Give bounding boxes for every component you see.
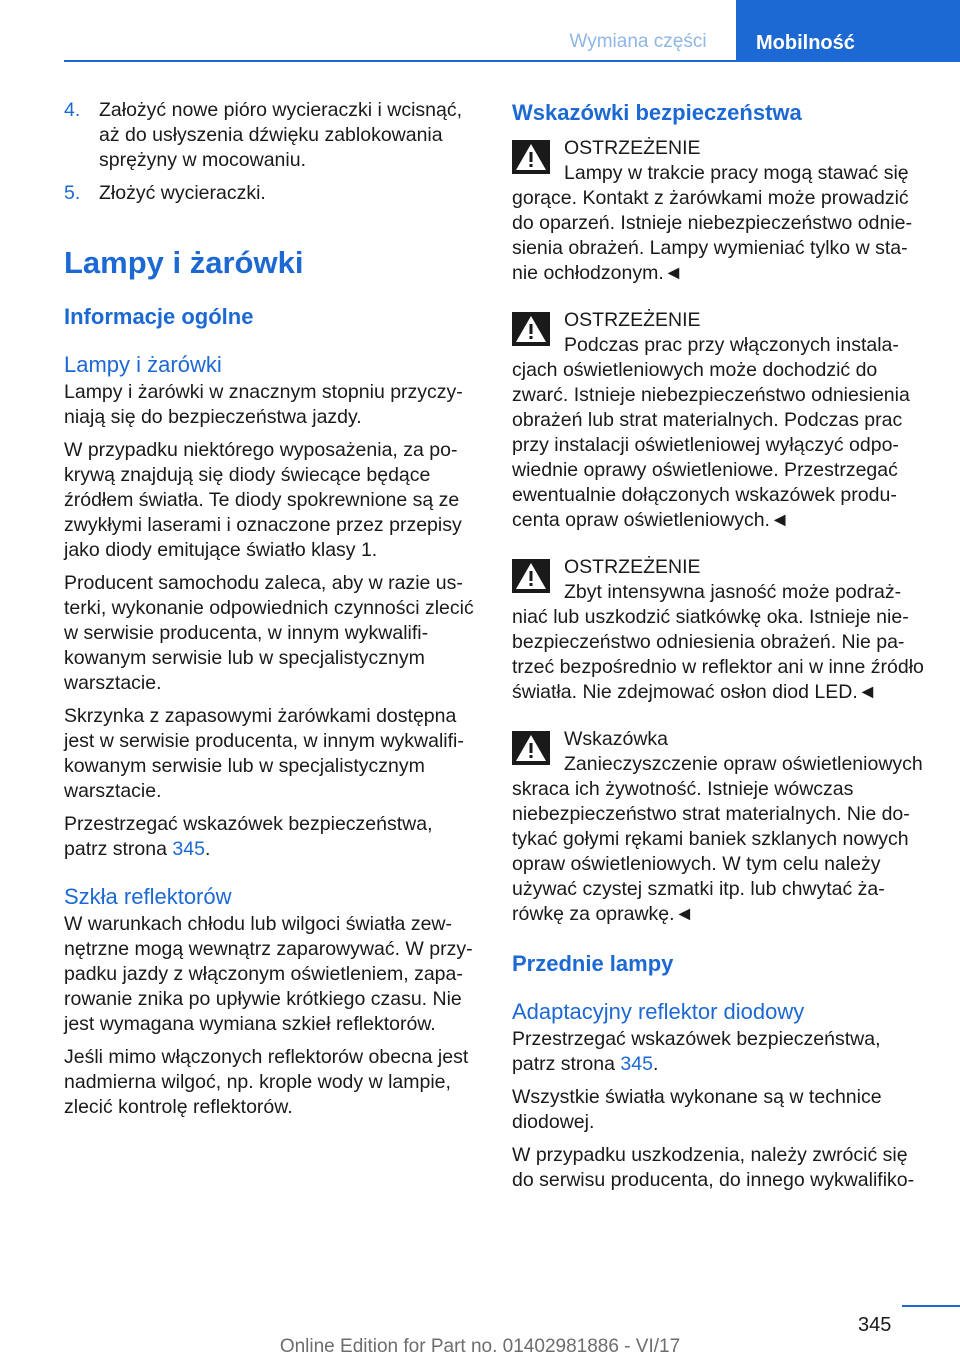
page-number: 345 <box>858 1314 892 1336</box>
steps-list <box>64 98 476 206</box>
paragraph: Skrzynka z zapasowymi żarówkami dostępna jest w serwisie producenta, w innym wykwalifikowanym serwisie lub w specjalistycznym warsztacie. <box>64 705 464 802</box>
right-column <box>512 98 924 1201</box>
edition-note: Online Edition for Part no. 01402981886 - VI/17 <box>279 1336 681 1357</box>
paragraph-text: Przestrzegać wskazówek bezpieczeństwa, patrz strona <box>64 813 433 860</box>
page-header <box>0 0 960 62</box>
section-title: Wymiana części <box>569 31 707 52</box>
list-item <box>64 181 476 206</box>
note-text: Zanieczyszczenie opraw oświetleniowych skraca ich żywotność. Istnieje wówczas niebezpieczeństwo strat materialnych. Nie dotykać gołymi rękami baniek szklanych nowych opraw oświetleniowych. W tym celu należy używać czystej szmatki itp. lub chwytać żarówkę za oprawkę.◄ <box>512 753 923 925</box>
warning-text: Zbyt intensywna jasność może podrażniać lub uszkodzić siatkówkę oka. Istnieje niebezpieczeństwo odniesienia obrażeń. Nie patrzeć bezpośrednio w reflektor ani w inne źródło światła. Nie zdejmować osłon diod LED.◄ <box>512 581 924 703</box>
topic-heading: Szkła reflektorów <box>64 884 232 909</box>
paragraph-end: . <box>204 838 211 860</box>
paragraph: W warunkach chłodu lub wilgoci światła zewnętrzne mogą wewnątrz zaparowywać. W przypadku jazdy z włączonym oświetleniem, zaparowanie znika po upływie krótkiego czasu. Nie jest wymagana wymiana szkieł reflektorów. <box>64 913 473 1035</box>
paragraph: W przypadku uszkodzenia, należy zwrócić się do serwisu producenta, do innego wykwalifiko- <box>512 1144 915 1191</box>
page-link[interactable]: 345 <box>172 838 205 860</box>
topic-heading: Adaptacyjny reflektor diodowy <box>512 999 805 1024</box>
paragraph-text: Przestrzegać wskazówek bezpieczeństwa, patrz strona <box>512 1028 881 1075</box>
header-rule <box>64 60 960 62</box>
note-block <box>512 727 924 927</box>
warning-title: OSTRZEŻENIE <box>564 556 701 578</box>
subsection-heading: Informacje ogólne <box>64 304 254 329</box>
paragraph-end: . <box>652 1053 659 1075</box>
step-text: Założyć nowe pióro wycieraczki i wcisnąć, aż do usłyszenia dźwięku zablokowania sprężyny w mocowaniu. <box>99 99 463 171</box>
paragraph: Wszystkie światła wykonane są w technice diodowej. <box>512 1086 882 1133</box>
warning-title: OSTRZEŻENIE <box>564 137 701 159</box>
subsection-heading: Przednie lampy <box>512 951 674 976</box>
warning-block <box>512 308 924 533</box>
section-heading: Lampy i żarówki <box>64 245 304 280</box>
warning-title: OSTRZEŻENIE <box>564 309 701 331</box>
warning-triangle-icon <box>512 731 550 765</box>
warning-triangle-icon <box>512 140 550 174</box>
safety-heading: Wskazówki bezpieczeństwa <box>512 100 802 125</box>
topic-heading: Lampy i żarówki <box>64 352 222 377</box>
chapter-tab[interactable]: Mobilność <box>736 0 960 62</box>
paragraph <box>512 1027 924 1077</box>
warning-text: Podczas prac przy włączonych instalacjach oświetleniowych może dochodzić do zwarć. Istnieje niebezpieczeństwo odniesienia obrażeń lub strat materialnych. Podczas prac przy instalacji oświetleniowej wyłączyć odpowiednie oprawy oświetleniowe. Przestrzegać ewentualnie dołączonych wskazówek producenta opraw oświetleniowych.◄ <box>512 334 910 531</box>
paragraph: Lampy i żarówki w znacznym stopniu przyczyniają się do bezpieczeństwa jazdy. <box>64 381 463 428</box>
paragraph: W przypadku niektórego wyposażenia, za pokrywą znajdują się diody świecące będące źródłem światła. Te diody spokrewnione są ze zwykłymi laserami i oznaczone przez przepisy jako diody emitujące światło klasy 1. <box>64 439 462 561</box>
warning-text: Lampy w trakcie pracy mogą stawać się gorące. Kontakt z żarówkami może prowadzić do oparzeń. Istnieje niebezpieczeństwo odniesienia obrażeń. Lampy wymieniać tylko w stanie ochłodzonym.◄ <box>512 162 913 284</box>
step-number: 5. <box>64 182 81 204</box>
warning-triangle-icon <box>512 312 550 346</box>
step-text: Złożyć wycieraczki. <box>99 182 266 204</box>
list-item <box>64 98 476 173</box>
step-number: 4. <box>64 99 81 121</box>
note-title: Wskazówka <box>564 728 669 750</box>
warning-block <box>512 136 924 286</box>
paragraph: Producent samochodu zaleca, aby w razie usterki, wykonanie odpowiednich czynności zlecić w serwisie producenta, w innym wykwalifikowanym serwisie lub w specjalistycznym warsztacie. <box>64 572 474 694</box>
page-link[interactable]: 345 <box>620 1053 653 1075</box>
warning-triangle-icon <box>512 559 550 593</box>
paragraph: Jeśli mimo włączonych reflektorów obecna jest nadmierna wilgoć, np. krople wody w lampie, zlecić kontrolę reflektorów. <box>64 1046 469 1118</box>
warning-block <box>512 555 924 705</box>
left-column <box>64 98 476 1128</box>
paragraph <box>64 812 476 862</box>
footer-rule <box>902 1305 960 1307</box>
